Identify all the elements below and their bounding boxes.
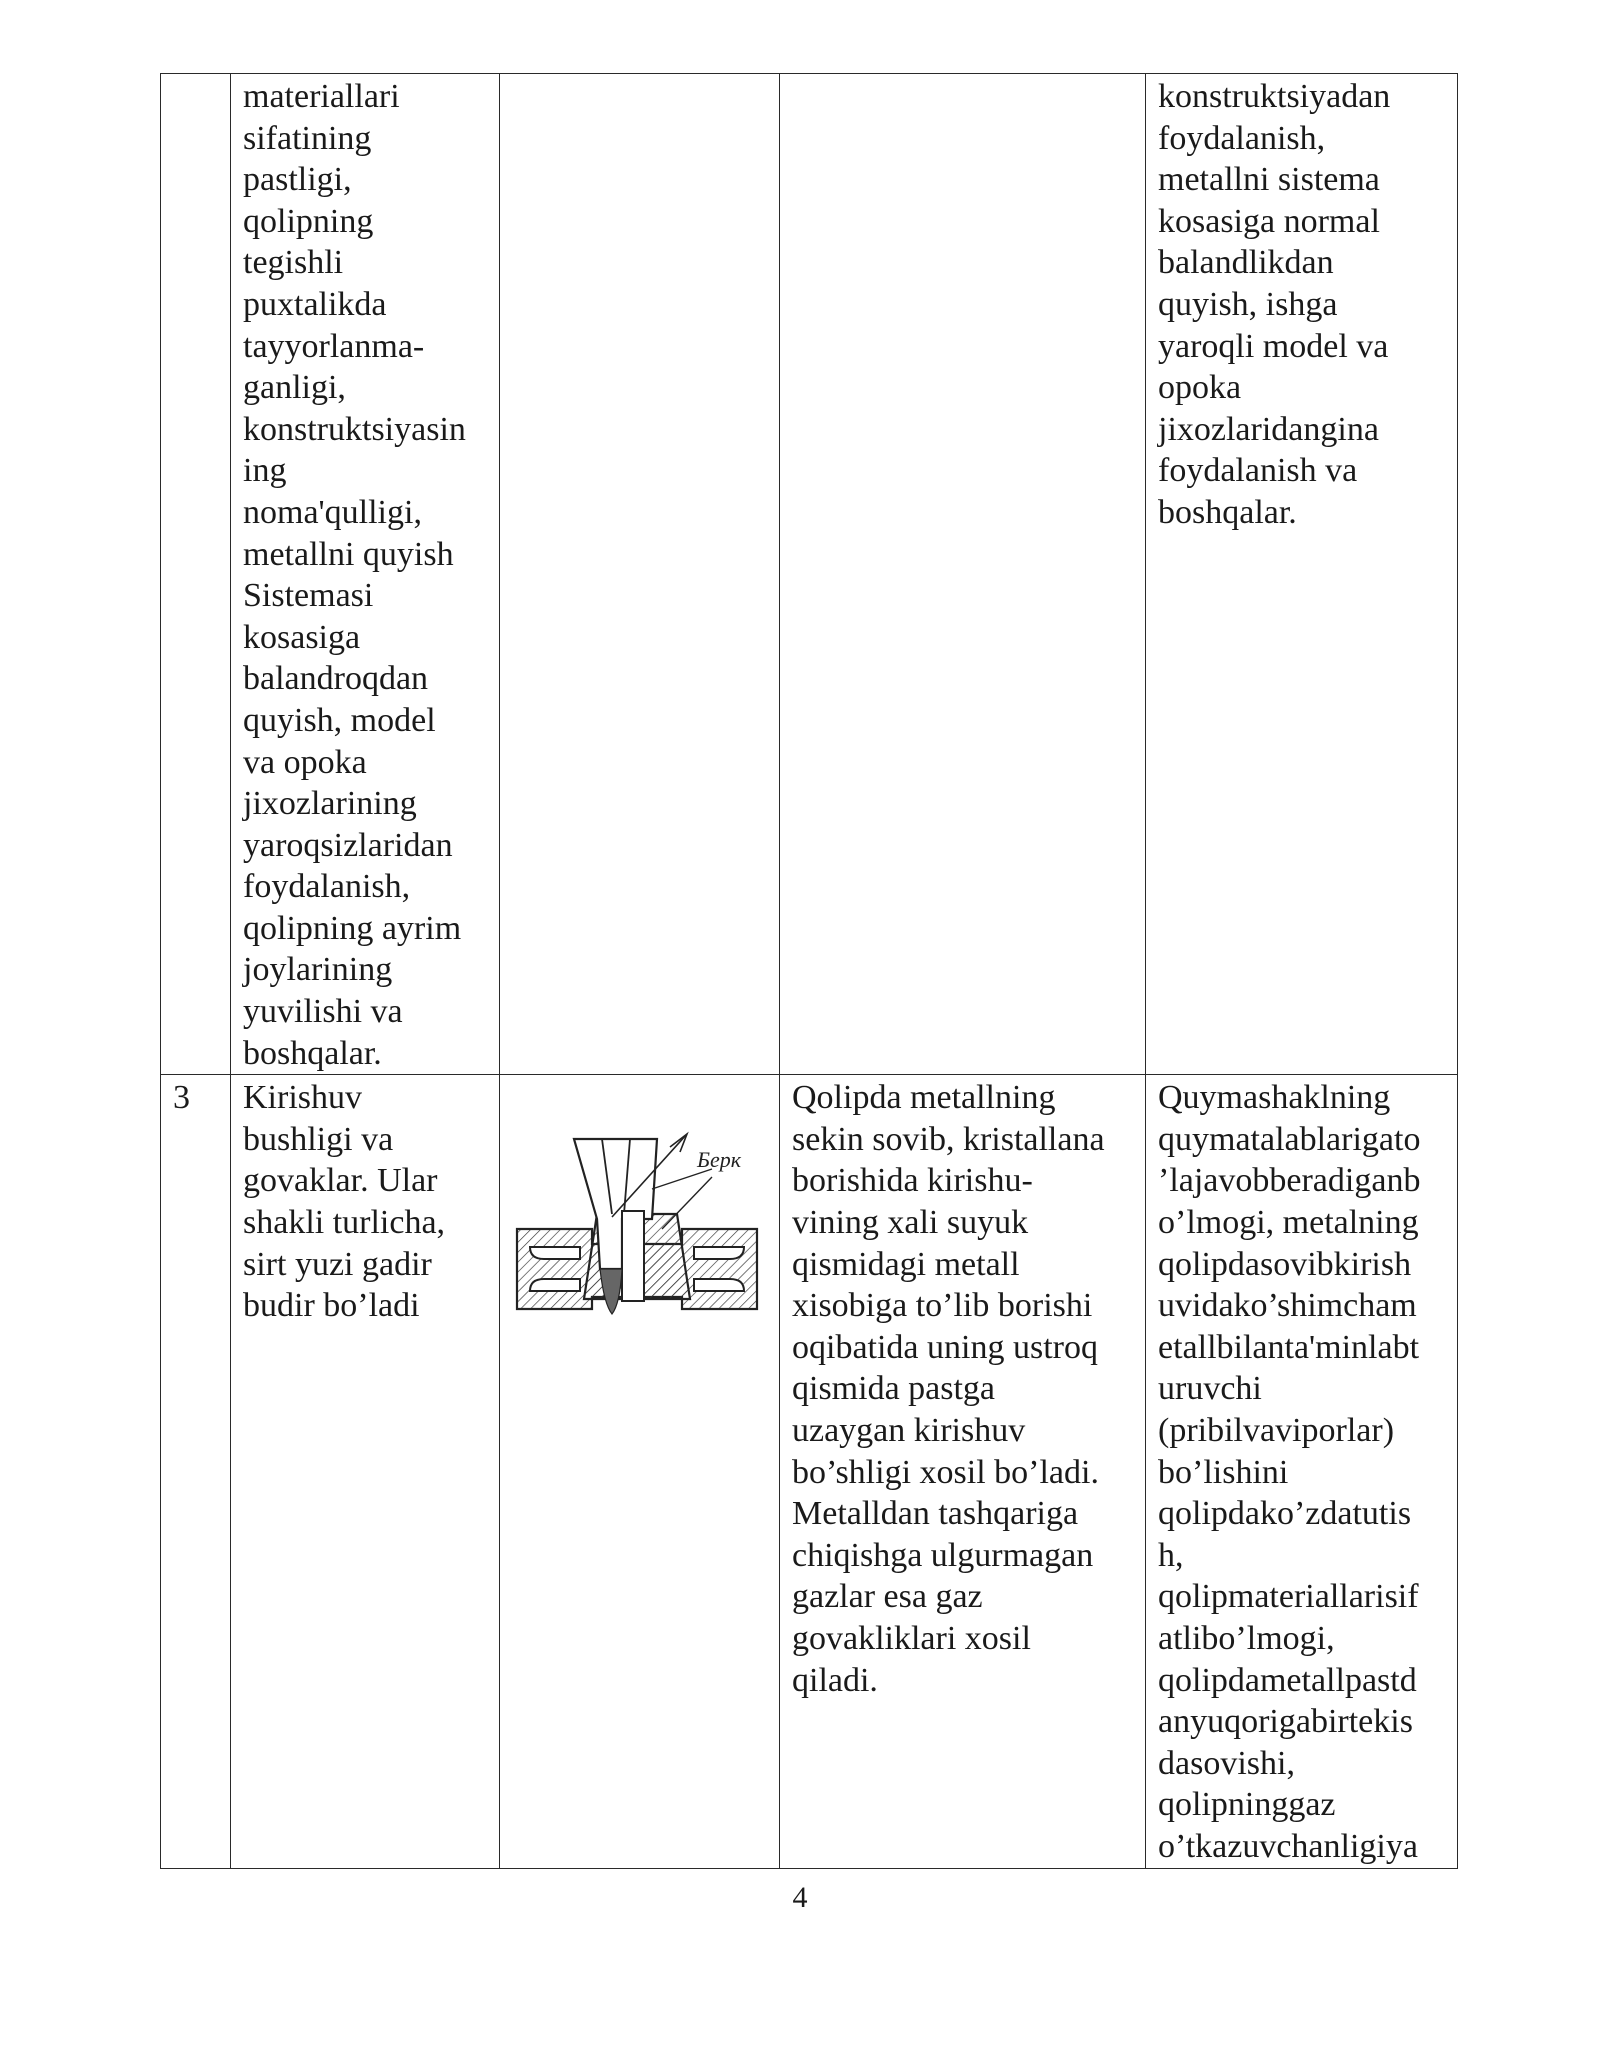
figure-label: Берк <box>697 1146 742 1172</box>
defect-prevention-cell: Quymashaklning quymatalablarigato ’lajavobberadiganb o’lmogi, metalning qolipdasovibkirish uvidako’shimcham etallbilanta'minlabt uruvchi (pribilvaviporlar) bo’lishini qolipdako’zdatutis h, qolipmateriallarisif atlibo’lmogi, qolipdametallpastd anyuqorigabirtekis dasovishi, qolipninggaz o’tkazuvchanligiya <box>1146 1075 1458 1868</box>
defect-prevention-cell: konstruktsiyadan foydalanish, metallni sistema kosasiga normal balandlikdan quyish, ishga yaroqli model va opoka jixozlaridangina foydalanish va boshqalar. <box>1146 74 1458 1075</box>
table-row <box>161 1075 1458 1868</box>
defect-image-cell <box>500 74 780 1075</box>
table-row <box>161 74 1458 1075</box>
defect-image-cell <box>500 1075 780 1868</box>
row-number-cell: 3 <box>161 1075 231 1868</box>
defect-formation-cell: Qolipda metallning sekin sovib, kristallana borishida kirishu- vining xali suyuk qismidagi metall xisobiga to’lib borishi oqibatida uning ustroq qismida pastga uzaygan kirishuv bo’shligi xosil bo’ladi. Metalldan tashqariga chiqishga ulgurmagan gazlar esa gaz govakliklari xosil qiladi. <box>780 1075 1146 1868</box>
defect-formation-cell <box>780 74 1146 1075</box>
defects-table <box>160 73 1458 1869</box>
row-number-cell <box>161 74 231 1075</box>
shrinkage-cavity-sketch <box>512 1119 762 1329</box>
defect-description-cell: materiallari sifatining pastligi, qolipning tegishli puxtalikda tayyorlanma- ganligi, konstruktsiyasin ing noma'qulligi, metallni quyish Sistemasi kosasiga balandroqdan quyish, model va opoka jixozlarining yaroqsizlaridan foydalanish, qolipning ayrim joylarining yuvilishi va boshqalar. <box>231 74 500 1075</box>
page-number: 4 <box>792 1881 808 1914</box>
defect-description-cell: Kirishuv bushligi va govaklar. Ular shakli turlicha, sirt yuzi gadir budir bo’ladi <box>231 1075 500 1868</box>
